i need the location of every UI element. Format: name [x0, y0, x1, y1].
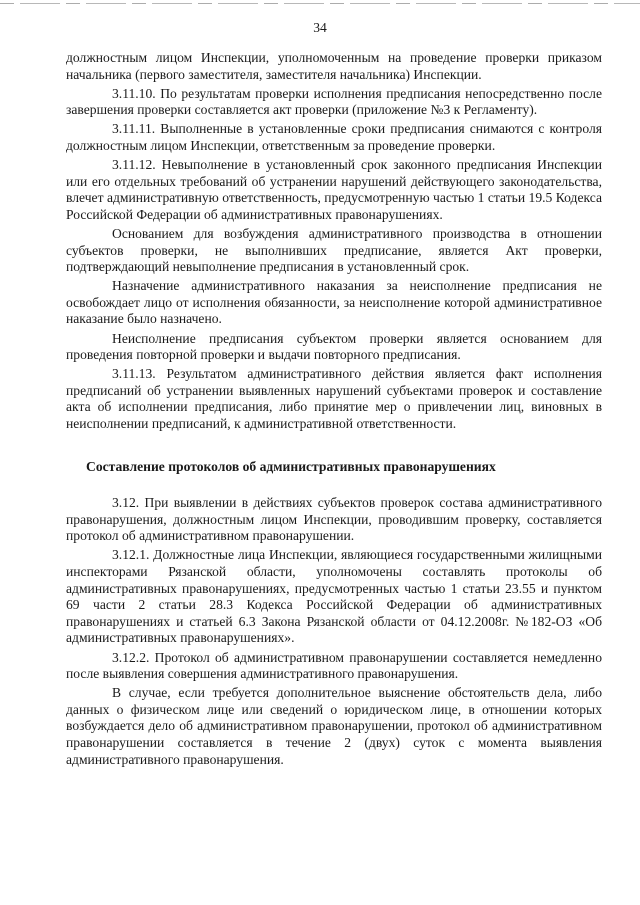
- paragraph: 3.11.12. Невыполнение в установленный срок законного предписания Инспекции или его отдельных требований об устранении нарушений действующего законодательства, влечет административную ответственность, предусмотренную частью 1 статьи 19.5 Кодекса Российской Федерации об административных правонарушениях.: [66, 157, 602, 222]
- scan-edge-line: [0, 3, 640, 4]
- paragraph: Назначение административного наказания за неисполнение предписания не освобождает лицо от исполнения обязанности, за неисполнение которой административное наказание было назначено.: [66, 278, 602, 327]
- paragraph: 3.11.11. Выполненные в установленные сроки предписания снимаются с контроля должностным лицом Инспекции, ответственным за проведение проверки.: [66, 121, 602, 153]
- paragraph: 3.12. При выявлении в действиях субъектов проверок состава административного правонарушения, должностным лицом Инспекции, проводившим проверку, составляется протокол об административном правонарушении.: [66, 495, 602, 544]
- paragraph: 3.12.1. Должностные лица Инспекции, являющиеся государственными жилищными инспекторами Рязанской области, уполномочены составлять протоколы об административных правонарушениях, предусмотренных частью 1 статьи 23.55 и пунктом 69 части 2 статьи 28.3 Кодекса Российской Федерации об административных правонарушениях и статьей 6.3 Закона Рязанской области от 04.12.2008г. №182-ОЗ «Об административных правонарушениях».: [66, 547, 602, 646]
- paragraph: 3.11.13. Результатом административного действия является факт исполнения предписаний об устранении выявленных нарушений субъектами проверок и составление акта об исполнении предписания, либо принятие мер о привлечении лиц, виновных в неисполнении предписаний, к административной ответственности.: [66, 366, 602, 431]
- paragraph: должностным лицом Инспекции, уполномоченным на проведение проверки приказом начальника (первого заместителя, заместителя начальника) Инспекции.: [66, 50, 602, 82]
- paragraph-group-bottom: [66, 495, 602, 768]
- paragraph: Неисполнение предписания субъектом проверки является основанием для проведения повторной проверки и выдачи повторного предписания.: [66, 330, 602, 363]
- paragraph: Основанием для возбуждения административного производства в отношении субъектов проверки, не выполнивших предписание, является Акт проверки, подтверждающий невыполнение предписания в установленный срок.: [66, 225, 602, 275]
- page-number: 34: [313, 20, 327, 35]
- section-heading: Составление протоколов об административных правонарушениях: [86, 458, 496, 474]
- paragraph-group-top: [66, 50, 602, 433]
- document-body: [66, 50, 602, 771]
- paragraph: В случае, если требуется дополнительное выяснение обстоятельств дела, либо данных о физическом лице или сведений о юридическом лице, в отношении которых возбуждается дело об административном правонарушении, протокол об административном правонарушении составляется в течение 2 (двух) суток с момента выявления административного правонарушения.: [66, 685, 602, 767]
- paragraph: 3.12.2. Протокол об административном правонарушении составляется немедленно после выявления совершения административного правонарушения.: [66, 649, 602, 682]
- paragraph: 3.11.10. По результатам проверки исполнения предписания непосредственно после завершения проверки составляется акт проверки (приложение №3 к Регламенту).: [66, 85, 602, 118]
